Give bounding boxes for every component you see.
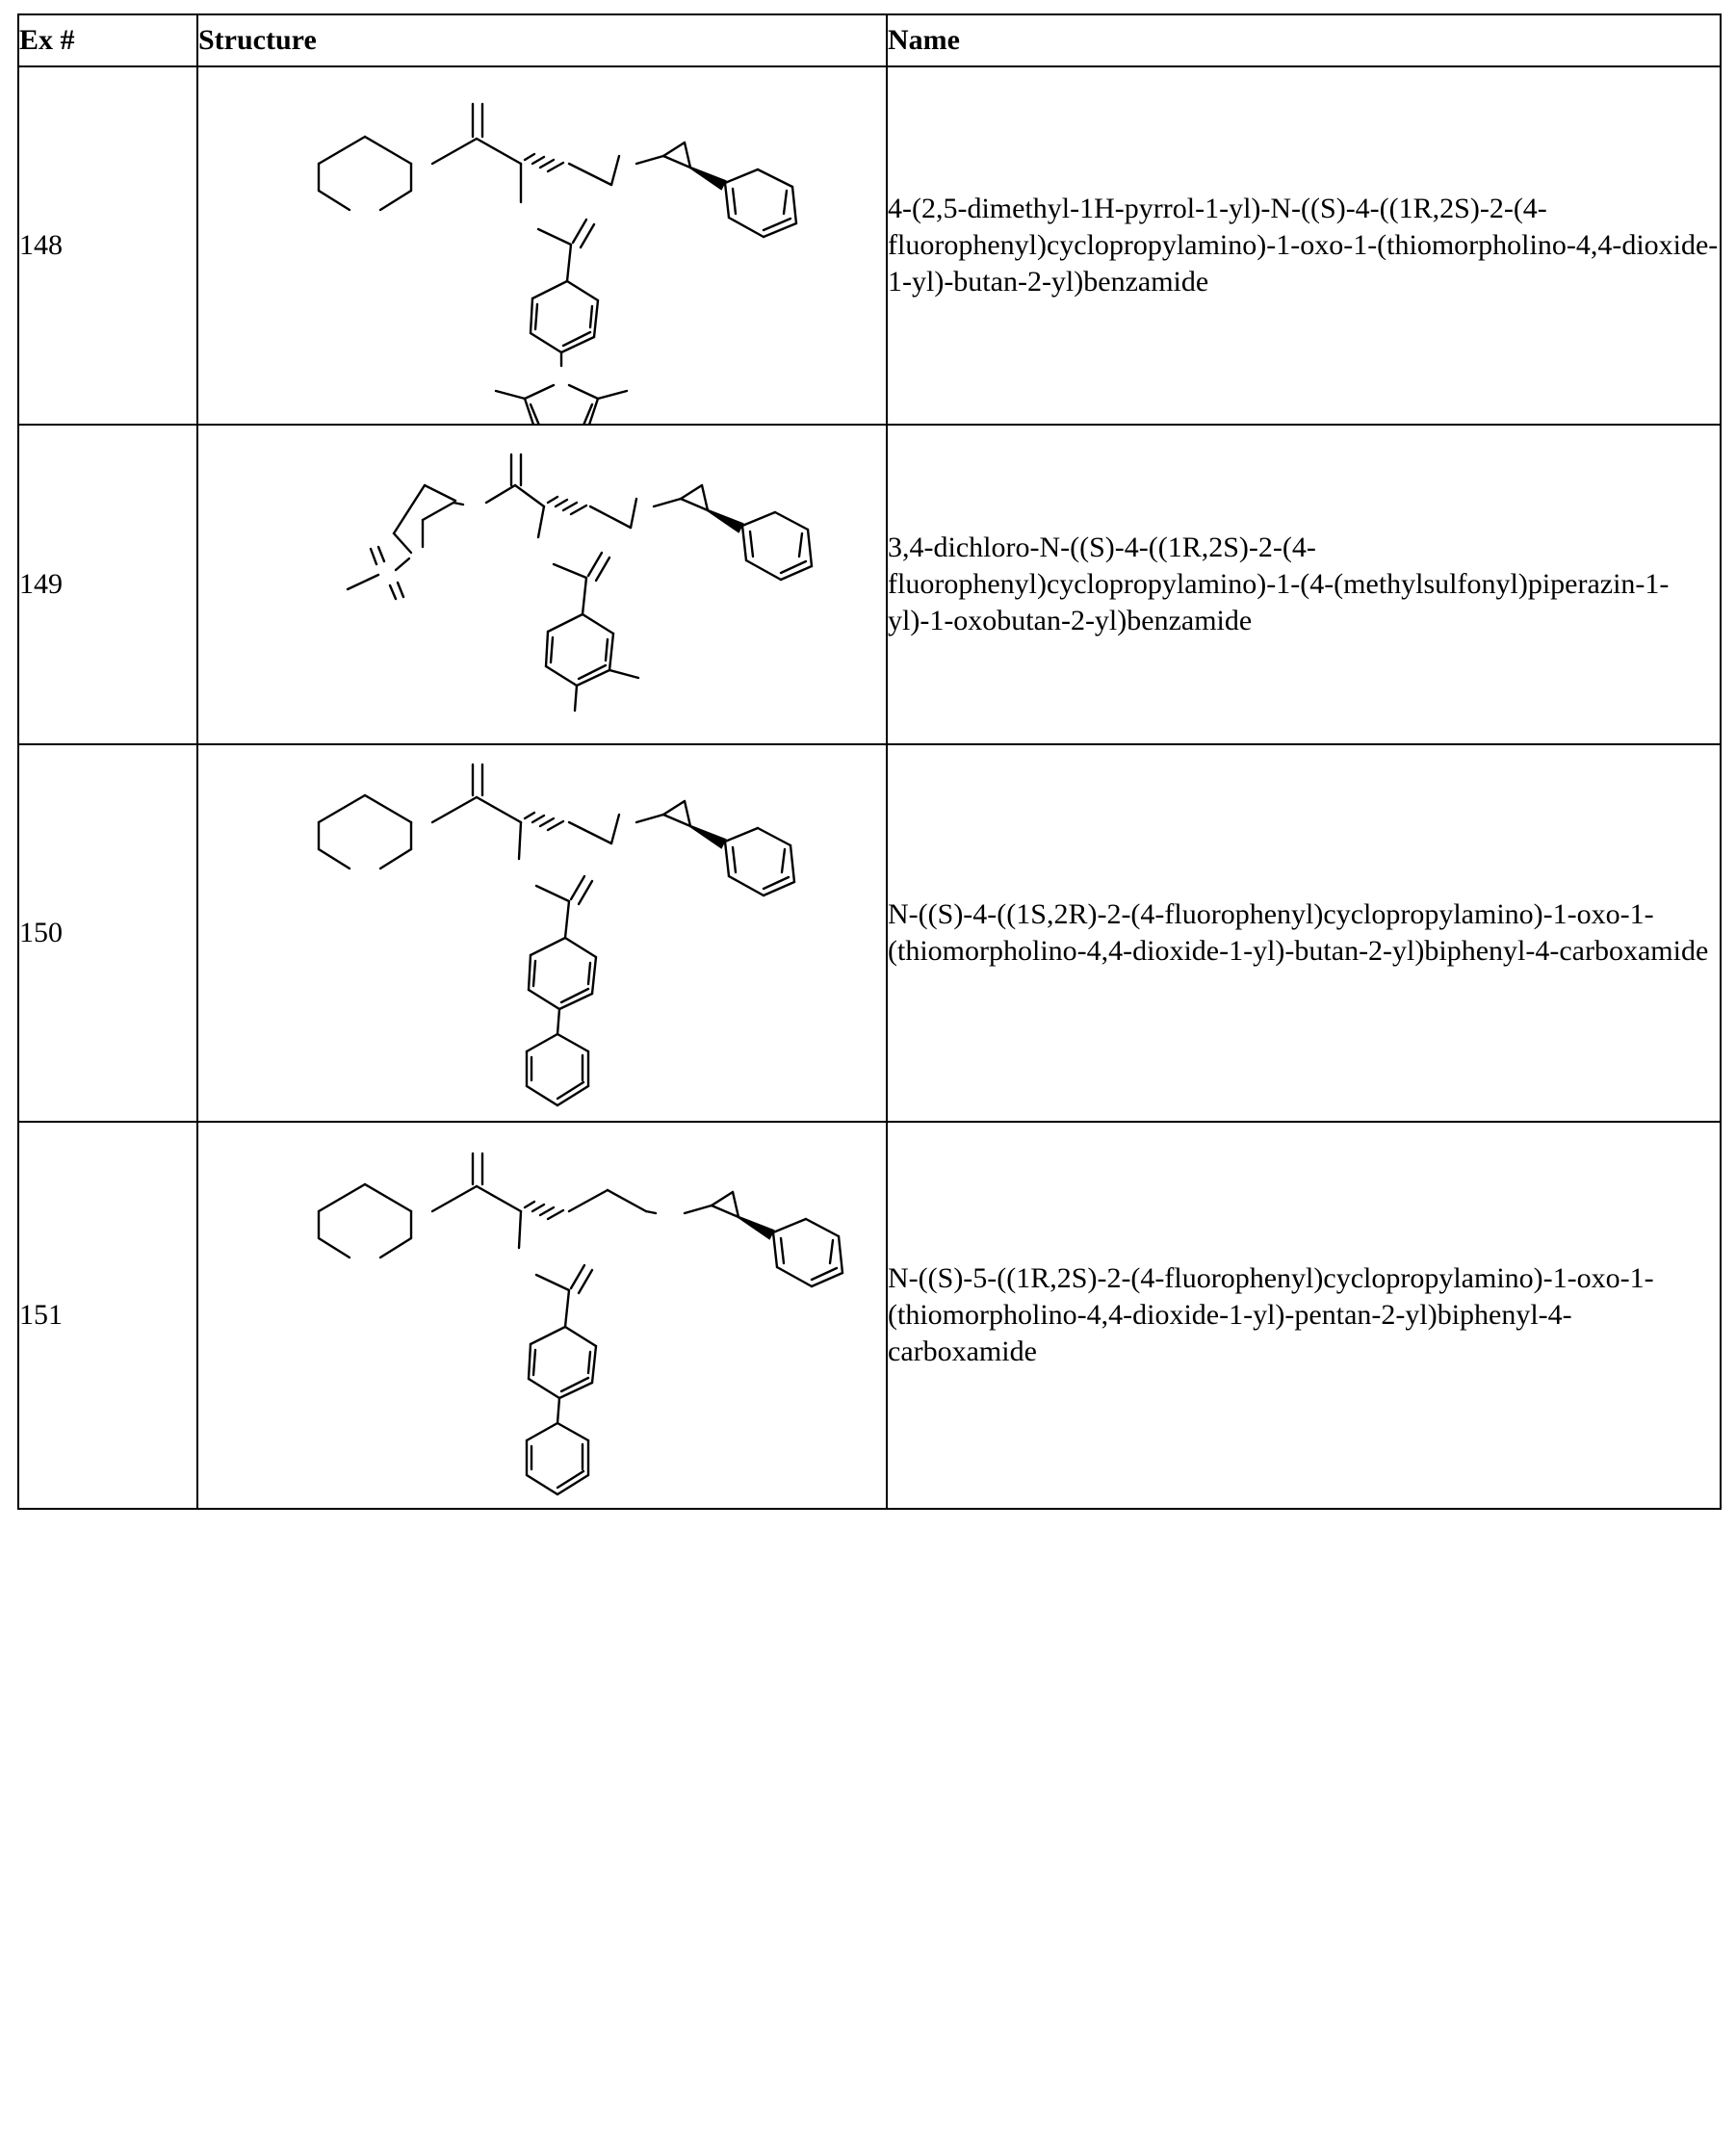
label-fluorine: F [804, 881, 816, 904]
label-carbonyl-o: O [508, 430, 524, 454]
label-nh-h: H [613, 128, 629, 151]
table-row [18, 1122, 1721, 1509]
compound-name: N-((S)-4-((1S,2R)-2-(4-fluorophenyl)cyclopropylamino)-1-oxo-1-(thiomorpholino-4,4-dioxide-1-yl)-butan-2-yl)biphenyl-4-carboxamide [887, 744, 1721, 1122]
label-sulfonyl-o-bottom: O [390, 596, 405, 619]
table-body [18, 66, 1721, 1509]
label-piperazine-n-left: N [409, 538, 425, 561]
label-ring-nitrogen: N [415, 1201, 430, 1224]
label-amide-o: O [586, 195, 602, 219]
label-nh-mid: HN [654, 1201, 685, 1224]
label-ring-nitrogen: N [415, 153, 430, 176]
label-chlorine-1: Cl [644, 667, 663, 690]
table-header-row [18, 14, 1721, 66]
label-chlorine-2: Cl [563, 713, 583, 737]
label-pyrrole-n: N [554, 363, 569, 386]
label-fluorine: F [821, 565, 833, 588]
label-amide-hn: HN [500, 860, 531, 883]
label-nh-h: H [613, 787, 629, 810]
table-row [18, 744, 1721, 1122]
label-piperazine-n-right: N [467, 490, 482, 513]
label-sulfone-o: O [290, 1210, 305, 1233]
example-number: 149 [18, 425, 197, 744]
compound-name: 3,4-dichloro-N-((S)-4-((1R,2S)-2-(4-fluorophenyl)cyclopropylamino)-1-(4-(methylsulfonyl)piperazin-1-yl)-1-oxobutan-2-yl)benzamide [887, 425, 1721, 744]
label-fluorine: F [804, 222, 816, 246]
compound-name: 4-(2,5-dimethyl-1H-pyrrol-1-yl)-N-((S)-4-((1R,2S)-2-(4-fluorophenyl)cyclopropylamino)-1-oxo-1-(thiomorpholino-4,4-dioxide-1-yl)-butan-2-yl)benzamide [887, 66, 1721, 425]
label-sulfur: S [324, 1216, 336, 1239]
label-amide-o: O [584, 852, 600, 875]
column-header-name: Name [887, 14, 1721, 66]
label-sulfone-sub: 2 [311, 835, 318, 849]
label-sulfone-sub: 2 [311, 1224, 318, 1238]
chemical-structure-148 [197, 66, 887, 425]
label-amide-o: O [584, 1241, 600, 1264]
compound-name: N-((S)-5-((1R,2S)-2-(4-fluorophenyl)cyclopropylamino)-1-oxo-1-(thiomorpholino-4,4-dioxide-1-yl)-pentan-2-yl)biphenyl-4-carboxamide [887, 1122, 1721, 1509]
label-amide-hn: HN [517, 538, 548, 561]
label-amide-hn: HN [504, 203, 534, 226]
table-row [18, 425, 1721, 744]
chemical-structure-151 [197, 1122, 887, 1509]
example-number: 150 [18, 744, 197, 1122]
label-carbonyl-o: O [470, 1129, 485, 1153]
column-header-ex: Ex # [18, 14, 197, 66]
label-ring-nitrogen: N [415, 812, 430, 835]
table-row [18, 66, 1721, 425]
chemical-structure-149 [197, 425, 887, 744]
label-sulfur: S [324, 169, 336, 192]
label-sulfone-o: O [290, 821, 305, 844]
label-sulfonyl-s: S [380, 559, 392, 583]
label-nh-n: N [631, 492, 646, 515]
label-sulfone-o: O [290, 163, 305, 186]
example-number: 151 [18, 1122, 197, 1509]
label-nh-n: N [613, 808, 629, 831]
label-nh-h: H [631, 471, 646, 494]
column-header-structure: Structure [197, 14, 887, 66]
label-sulfone-sub: 2 [311, 176, 318, 191]
chemical-structure-150 [197, 744, 887, 1122]
compound-table [17, 13, 1722, 1510]
example-number: 148 [18, 66, 197, 425]
label-sulfonyl-o-top: O [363, 523, 378, 546]
label-amide-hn: HN [500, 1249, 531, 1272]
label-carbonyl-o: O [470, 80, 485, 103]
label-sulfur: S [324, 827, 336, 850]
label-carbonyl-o: O [470, 745, 485, 764]
label-amide-o: O [602, 529, 617, 552]
label-nh-n: N [613, 149, 629, 172]
table-header [18, 14, 1721, 66]
